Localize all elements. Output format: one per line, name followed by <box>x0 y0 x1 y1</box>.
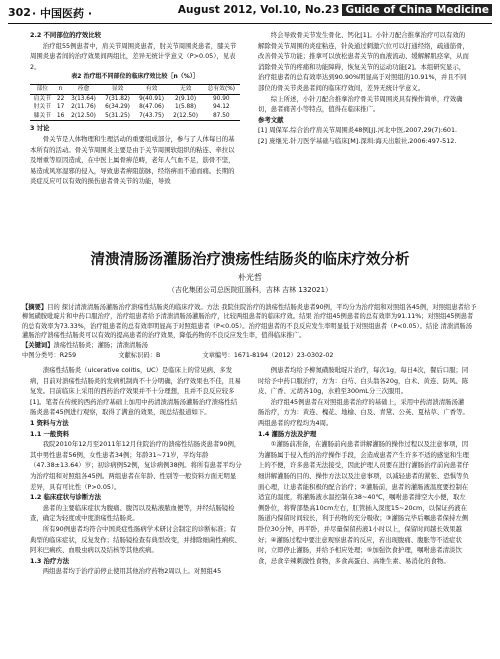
reference-item: [2] 庞继光.针刀医学基础与临床[M].深圳:海天出版社,2006:497-512. <box>258 136 457 145</box>
table-cell: 2(9.10) <box>175 95 197 102</box>
section-heading: 2.2 不同部位的疗效比较 <box>30 31 102 39</box>
classification-number: 中图分类号：R259 <box>22 352 77 359</box>
paragraph: 综上所述，小针刀配合推拿治疗骨关节周围炎具有操作简单，疗效确切，患者痛苦小等特点，值得在临床推广。 <box>258 94 463 114</box>
table-cell: 1(5.88) <box>175 104 197 111</box>
table-cell: 8(47.06) <box>139 104 164 111</box>
section-heading: 1 资料与方法 <box>30 418 69 427</box>
issue-date: August 2012, Vol.10, No.23 <box>177 4 340 16</box>
journal-name-en: Guide of China Medicine <box>342 4 492 16</box>
table-row <box>30 103 240 112</box>
table-header-cell: n <box>55 84 67 94</box>
top-left-column <box>30 30 240 187</box>
article-title: 清溃清肠汤灌肠治疗溃疡性结肠炎的临床疗效分析 <box>90 252 410 268</box>
table-cell: 16 <box>55 112 67 121</box>
paragraph: 骨关节是人体物理和生理活动的重要组成部分，参与了人体每日的基本所有的活动。骨关节周围炎主要是由于关节周围软组织的粘连、牵拉以及增重等原因造成，在中医上属骨痹范畴，老年人气血不足，筋骨不坚，易造成风寒湿邪的侵入，导致患者痹阻筋脉，经络痹而不通而痛。长期的炎症反应可以有效的损伤患者骨关节的功能，导致 <box>30 134 235 186</box>
bottom-right-column <box>258 365 470 566</box>
table-header-cell: 无效 <box>169 84 203 94</box>
section-heading: 3 讨论 <box>30 124 50 133</box>
top-right-column <box>258 30 470 147</box>
author-affiliation: （吉化集团公司总医院肛肠科，吉林 吉林 132021） <box>167 286 333 294</box>
table-cell: 3(13.64) <box>71 95 96 102</box>
abstract <box>22 303 478 350</box>
paragraph: 两组患者均于治疗前停止使用其他治疗药物2周以上。对照组45 <box>42 567 222 576</box>
keywords-label: 【关键词】 <box>22 341 54 349</box>
paragraph: 终会导致骨关节发生骨化、钙化[1]。小针刀配合推拿治疗可以有效的解除骨关节周围的炎症粘连，针灸通过刺激穴位可以打通经络，疏通筋骨，改善骨关节功能；推拿可以放松患者关节的血液流动、缓解解肌痉挛，从而消除骨关节的疼痛和功能障碍，恢复关节的运动功能[2]。本组研究显示，治疗组患者的总有效率达到90.90%明显高于对照组的10.91%，并且不同部位的骨关节炎患者间的临床疗效间，差异无统计学意义。 <box>258 31 469 92</box>
references-heading: 参考文献 <box>258 115 284 124</box>
table-cell: 2(12.50) <box>169 112 203 121</box>
bottom-left-column <box>30 365 242 577</box>
table-cell: 肩关节 <box>33 95 52 102</box>
paragraph: ①灌肠前准备，在灌肠前向患者讲解灌肠的操作过程以及注意事项，因为灌肠属于侵入性的治疗操作手段，会造成患者产生许多不适的感觉和生理上的不便，许多患者无法接受，因此护理人员要在进行灌肠治疗前向患者仔细讲解灌肠的目的、操作方法以及注意事项，以减轻患者的紧张、恐惧等负面心理，让患者能积极的配合治疗；②灌肠前，患者的灌肠液温度要控制在适宜的温度，将灌肠液水温控制在38~40℃，嘱咐患者排空大小便，取左侧卧位，将臀部垫高10cm左右，肛管插入深度15~20cm，以保证药液在肠道内保留时间较长，利于药物的充分吸收；③灌肠完毕后嘱患者保持左侧卧位30分钟，再平卧，并尽量保留药液1小时以上，保留时间越长效果越好；④灌肠过程中要注意观察患者的反应，若出现腹痛、腹胀等不适症状时，立即停止灌肠，并给予相应处理；⑤加强饮食护理，嘱咐患者清淡饮食，忌食辛辣刺激性食物，多食高蛋白、高维生素、易消化的食物。 <box>258 440 469 565</box>
table-cell: 17 <box>56 104 65 111</box>
table-cell: 87.50 <box>203 112 240 121</box>
results-table <box>30 84 240 121</box>
table-cell: 2(11.76) <box>71 104 96 111</box>
paragraph: 溃疡性结肠炎（ulcerative colitis，UC）是临床上的常见病、多发病，目前对溃疡性结肠炎的发病机制尚不十分明确，治疗效果也不佳，且易复发。目前临床上采用的西药治疗效果并不十分理想，且并不良反应较多[1]。笔者在传统的西药治疗基础上加用中药清溃清肠汤灌肠治疗溃疡性结肠炎患者45例进行观察，取得了满意的效果，现总结报道如下。 <box>30 366 241 417</box>
table-cell: 5(31.25) <box>101 112 135 121</box>
table-cell: 肘关节 <box>33 104 52 111</box>
paragraph: 我院2010年12月至2011年12月住院治疗的溃疡性结肠炎患者90例，其中男性患者56例，女性患者34例；年龄31~71岁，平均年龄（47.38±13.64）岁；初诊病例52例，复诊病例38例。将所有患者平均分为治疗组和对照组各45例。两组患者在年龄、性别等一般资料方面无明显差异，具有可比性（P>0.05）。 <box>30 440 242 491</box>
table-cell: 7(31.82) <box>105 95 130 102</box>
table-header-cell: 显效 <box>101 84 135 94</box>
keywords-text: 溃疡性结肠炎；灌肠；清溃清肠汤 <box>53 341 148 349</box>
table-cell: 9(40.91) <box>139 95 164 102</box>
abstract-label: 【摘要】 <box>22 304 48 311</box>
table-caption: 表2 治疗组不同部位的临床疗效比较［n（%）］ <box>71 73 199 81</box>
table-cell: 22 <box>56 95 65 102</box>
paragraph: 患者的主要临床症状为腹痛、腹泻以及粘液脓血便等，并经结肠镜检查，确定为轻度或中度溃疡性结肠炎。 <box>30 503 235 523</box>
journal-name-cn: · 中国医药 · <box>32 7 93 20</box>
classification-line <box>22 350 478 359</box>
subsection-heading: 1.3 治疗方法 <box>30 556 70 565</box>
paragraph: 治疗组45例患者在对照组患者治疗的基础上，采用中药清溃清肠汤灌肠治疗，方为：黄连、槐花、地榆、白及、青黛、公英、夏枯草、广香等。两组患者的疗程均为4周。 <box>258 397 469 427</box>
subsection-heading: 1.2 临床症状与诊断方法 <box>30 493 102 502</box>
paragraph: 所有90例患者均符合中国炎症性肠病学术研讨会制定的诊断标准；有典型的临床症状，反复发作；结肠镜检查有典型改变，并排除细菌性痢疾、阿米巴痢疾、血吸虫病以及结核等其他疾病。 <box>30 524 241 555</box>
paragraph: 例患者均给予柳氮磺胺吡啶片治疗，每次1g，每日4次，餐后口服；同时给予中药口服治疗，方为：白芍、白头翁各20g，白术、黄连、防风、陈皮、广香、元胡各10g，水煎至300mL分三次服用。 <box>258 366 469 396</box>
table-header-row <box>30 84 240 94</box>
paragraph: 治疗组55例患者中，肩关节周围炎患者，肘关节周围炎患者，膝关节周围炎患者间的治疗效果间两组比，差异无统计学意义（P>0.05），见表2。 <box>30 41 237 71</box>
article-author: 朴光哲 <box>238 273 262 282</box>
subsection-heading: 1.4 灌肠方法及护理 <box>258 429 317 438</box>
issue-info <box>178 4 492 16</box>
table-header-cell: 有效 <box>135 84 169 94</box>
table-header-cell: 总有效(%) <box>203 84 240 94</box>
table-header-cell: 痊愈 <box>67 84 101 94</box>
article-number: 文章编号：1671-8194（2012）23-0302-02 <box>202 352 334 359</box>
table-row <box>30 94 240 103</box>
table-cell: 2(12.50) <box>67 112 101 121</box>
table-row <box>30 112 240 121</box>
table-cell: 7(43.75) <box>135 112 169 121</box>
reference-item: [1] 周保军.综合治疗肩关节周围炎48例[J].河北中医,2007,29(7):601. <box>258 126 458 135</box>
abstract-text: 目的 探讨清溃清肠汤灌肠治疗溃疡性结肠炎的临床疗效。方法 我院住院治疗的溃疡性结肠炎患者90例，平均分为治疗组和对照组各45例，对照组患者给予柳氮磺胺吡啶片和中药口服治疗，治疗组患者给予清溃清肠汤灌肠治疗，比较两组患者的临床疗效。结果 治疗组45例患者的总有效率为91.11%；对照组45例患者的总有效率为73.33%，治疗组患者的总有效率明显高于对照组患者（P<0.05）。治疗组患者的不良反应发生率明显低于对照组患者（P<0.05）。结论 清溃清肠汤灌肠治疗溃疡性结肠炎可以有效的提高患者的治疗效果，降低药物的不良反应发生率，值得临床推广。 <box>22 304 477 340</box>
header-rule <box>8 23 492 24</box>
table-cell: 94.12 <box>212 104 230 111</box>
table-cell: 6(34.29) <box>105 104 130 111</box>
table-header-cell: 部位 <box>30 84 55 94</box>
document-code: 文献标识码：B <box>118 352 161 359</box>
table-cell: 90.90 <box>212 95 230 102</box>
subsection-heading: 1.1 一般资料 <box>30 429 70 438</box>
table-cell: 膝关节 <box>30 112 55 121</box>
page-number: 302 <box>8 6 31 19</box>
